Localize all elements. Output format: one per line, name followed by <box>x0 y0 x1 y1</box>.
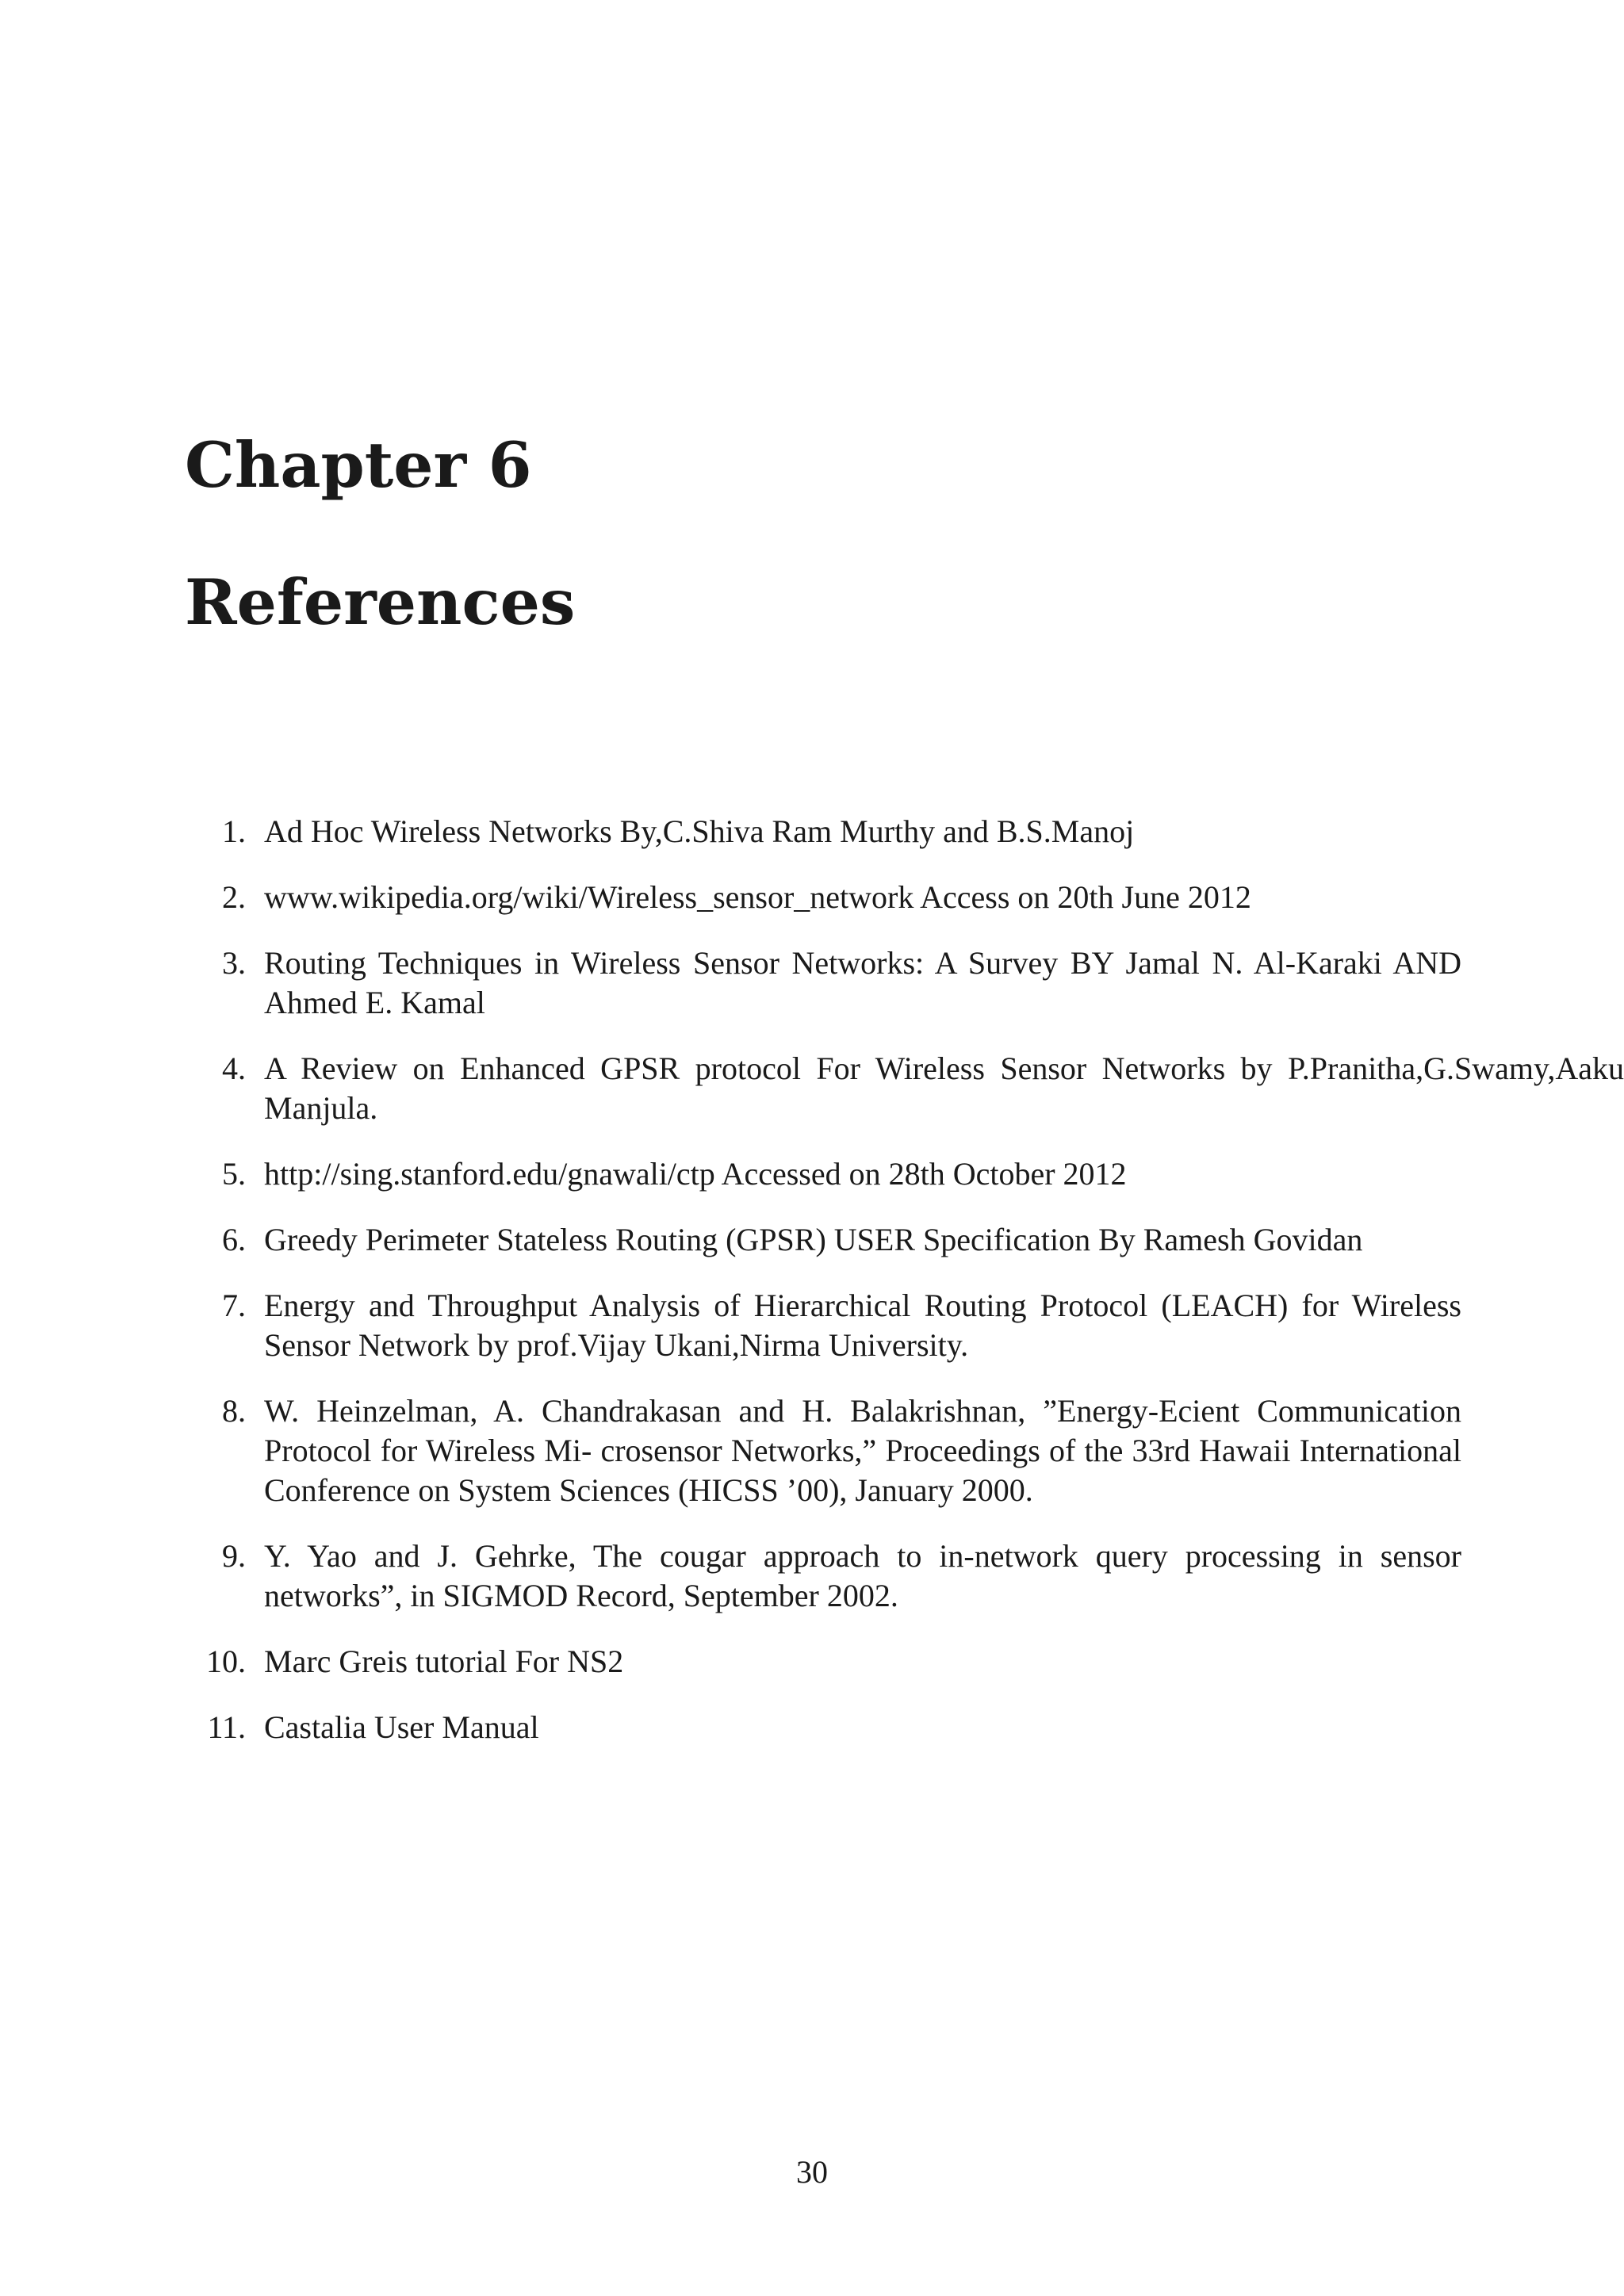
reference-text: http://sing.stanford.edu/gnawali/ctp Accessed on 28th October 2012 <box>264 1156 1127 1192</box>
reference-text: Castalia User Manual <box>264 1709 539 1745</box>
reference-item <box>0 1154 1461 1194</box>
reference-item <box>0 1220 1461 1260</box>
reference-text: W. Heinzelman, A. Chandrakasan and H. Balakrishnan, ”Energy-Ecient Communication Protocol for Wireless Mi- crosensor Networks,” Proceedings of the 33rd Hawaii International Conference on System Sciences (HICSS ’00), January 2000. <box>264 1393 1461 1508</box>
reference-item <box>0 1391 1461 1510</box>
reference-item <box>0 943 1461 1023</box>
reference-item <box>0 1536 1461 1616</box>
reference-item <box>0 812 1461 851</box>
reference-number: 2. <box>222 879 246 915</box>
reference-text: Y. Yao and J. Gehrke, The cougar approach to in-network query processing in sensor networks”, in SIGMOD Record, September 2002. <box>264 1538 1461 1613</box>
reference-item <box>0 878 1461 917</box>
reference-text: Routing Techniques in Wireless Sensor Networks: A Survey BY Jamal N. Al-Karaki AND Ahmed E. Kamal <box>264 945 1461 1020</box>
reference-number: 5. <box>222 1156 246 1192</box>
reference-list <box>0 812 1624 1774</box>
reference-text: www.wikipedia.org/wiki/Wireless_sensor_network Access on 20th June 2012 <box>264 879 1251 915</box>
reference-number: 3. <box>222 945 246 981</box>
reference-item <box>0 1642 1461 1682</box>
reference-number: 8. <box>222 1393 246 1429</box>
reference-number: 10. <box>206 1644 246 1679</box>
reference-item <box>0 1708 1461 1747</box>
chapter-label: Chapter 6 <box>185 428 532 502</box>
reference-number: 11. <box>207 1709 246 1745</box>
reference-number: 6. <box>222 1222 246 1257</box>
reference-number: 7. <box>222 1288 246 1323</box>
reference-text: Energy and Throughput Analysis of Hierarchical Routing Protocol (LEACH) for Wireless Sensor Network by prof.Vijay Ukani,Nirma University. <box>264 1288 1461 1363</box>
page-number: 30 <box>796 2154 828 2190</box>
reference-number: 1. <box>222 813 246 849</box>
reference-number: 4. <box>222 1050 246 1086</box>
reference-text: A Review on Enhanced GPSR protocol For Wireless Sensor Networks by P.Pranitha,G.Swamy,Aaku Manjula. <box>264 1050 1624 1126</box>
reference-text: Marc Greis tutorial For NS2 <box>264 1644 624 1679</box>
reference-item <box>0 1049 1624 1128</box>
reference-text: Ad Hoc Wireless Networks By,C.Shiva Ram Murthy and B.S.Manoj <box>264 813 1135 849</box>
reference-text: Greedy Perimeter Stateless Routing (GPSR) USER Specification By Ramesh Govidan <box>264 1222 1363 1257</box>
reference-item <box>0 1286 1461 1365</box>
chapter-title: References <box>185 565 576 639</box>
reference-number: 9. <box>222 1538 246 1574</box>
